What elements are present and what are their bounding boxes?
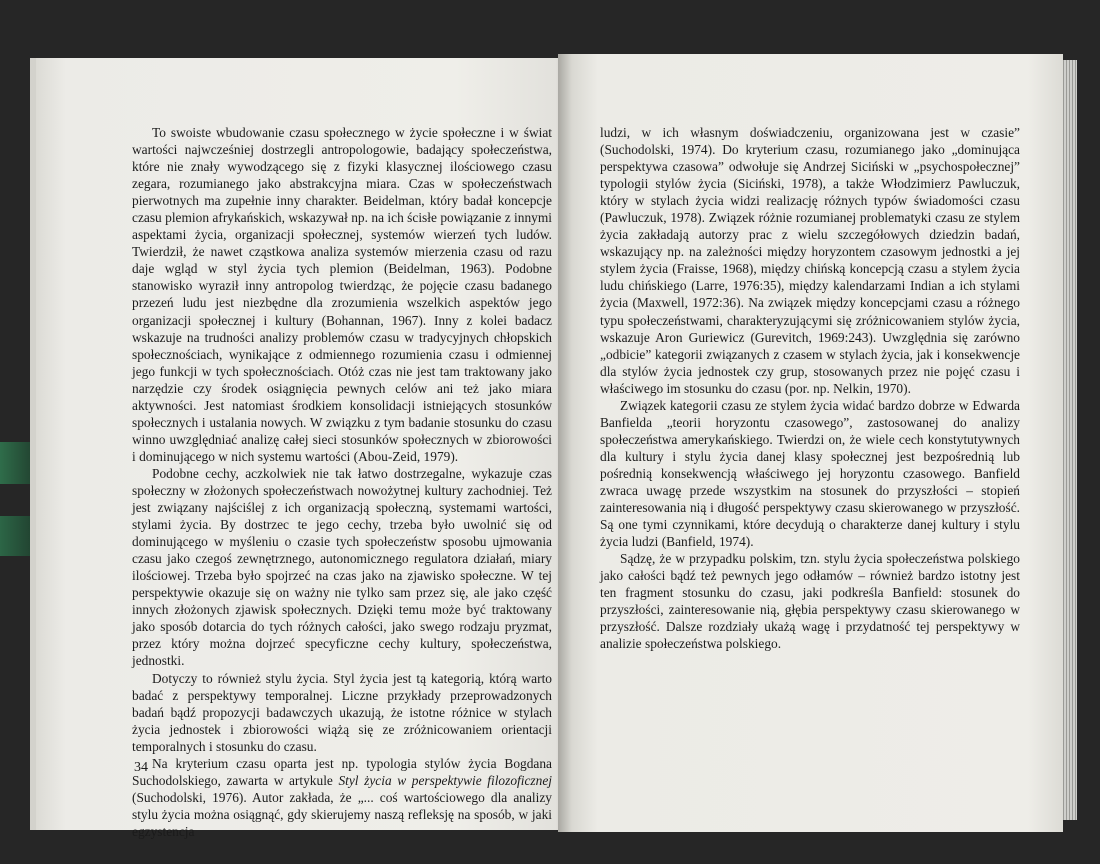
paragraph: Sądzę, że w przypadku polskim, tzn. stylu życia społeczeństwa polskiego jako całości bądź też pewnych jego odłamów – również bardzo istotny jest ten fragment stosunku do czasu, jaki podkreśla Banfield: stosunek do przyszłości, zainteresowanie nią, głębia perspektywy czasu skierowanego w przyszłość. Dalsze rozdziały ukażą wagę i przydatność tej perspektywy w analizie społeczeństwa polskiego. <box>600 551 1020 652</box>
paragraph: Dotyczy to również stylu życia. Styl życia jest tą kategorią, którą warto badać z perspektywy temporalnej. Liczne przykłady przeprowadzonych badań bądź propozycji badawczych ukazują, że istotne różnice w stylach życia jednostek i zbiorowości wiążą się ze zróżnicowaniem orientacji temporalnych i stosunku do czasu. <box>132 670 552 754</box>
right-page <box>558 54 1063 832</box>
paragraph: Podobne cechy, aczkolwiek nie tak łatwo dostrzegalne, wykazuje czas społeczny w złożonych społeczeństwach nowożytnej kultury zachodniej. Też jest związany najściślej z ich organizacją społeczną, systemami wartości, stylami życia. By dostrzec te jego cechy, trzeba było uwolnić się od dominującego w myśleniu o czasie tych społeczeństw sposobu ujmowania czasu jako czegoś zewnętrznego, autonomicznego regulatora działań, miary ilościowej. Trzeba było spojrzeć na czas jako na zjawisko społeczne. W tej perspektywie okazuje się on ważny nie tylko sam przez się, ale jako część innych złożonych zjawisk społecznych. Dzięki temu może być traktowany jako sposób dotarcia do tych różnych całości, jako swego rodzaju pryzmat, przez który można dojrzeć specyficzne cechy kultury, społeczeństwa, jednostki. <box>132 465 552 669</box>
right-page-text <box>600 124 1020 652</box>
page-number: 34 <box>134 760 148 775</box>
open-book <box>18 48 1078 838</box>
paragraph-text: (Suchodolski, 1976). Autor zakłada, że „... coś wartościowego dla analizy stylu życia można osiągnąć, gdy skierujemy naszą refleksję na sposób, w jaki egzystencja <box>132 789 552 839</box>
paragraph-continuation: ludzi, w ich własnym doświadczeniu, organizowana jest w czasie” (Suchodolski, 1974). Do kryterium czasu, rozumianego jako „dominująca perspektywa czasowa” odwołuje się Andrzej Siciński w „psychospołecznej” typologii stylów życia (Siciński, 1978), a także Włodzimierz Pawluczuk, który w stylach życia widzi realizację różnych typów świadomości czasu (Pawluczuk, 1978). Związek różnie rozumianej problematyki czasu ze stylem życia zakładają autorzy prac z wielu szczegółowych dziedzin badań, wskazujący np. na zależności między horyzontem czasowym jednostki a jej stylem życia (Fraisse, 1968), między chińską koncepcją czasu a stylem życia ludu chińskiego (Larre, 1976:35), między kalendarzami Indian a ich stylami życia (Maxwell, 1972:36). Na związek między koncepcjami czasu a różnego typu społeczeństwami, charakteryzującymi się zróżnicowaniem stylów życia, wskazuje Aron Guriewicz (Gurevitch, 1969:243). Uwzględnia się zarówno „odbicie” kategorii związanych z czasem w stylach życia, jak i konsekwencje dla stylów życia jednostek czy grup, stosowanych przez nie pojęć czasu i właściwego im stosunku do czasu (por. np. Nelkin, 1970). <box>600 125 1020 396</box>
left-page <box>30 58 568 839</box>
paragraph: To swoiste wbudowanie czasu społecznego w życie społeczne i w świat wartości najwcześniej dostrzegli antropologowie, badający społeczeństwa, które nie znały wywodzącego się z fizyki klasycznej ilościowego czasu zegara, rozumianego jako abstrakcyjna miara. Czas w społeczeństwach pierwotnych ma zupełnie inny charakter. Beidelman, który badał koncepcje czasu plemion afrykańskich, wskazywał np. na ich ścisłe powiązanie z innymi aspektami życia, organizacji społecznej, systemów wierzeń tych ludów. Twierdził, że nawet cząstkowa analiza systemów mierzenia czasu od razu daje wgląd w styl życia tych plemion (Beidelman, 1963). Podobne stanowisko wyraził inny antropolog twierdząc, że pojęcie czasu badanego przezeń ludu jest niezbędne dla zrozumienia wszelkich aspektów jego organizacji społecznej i kultury (Bohannan, 1967). Inny z kolei badacz wskazuje na trudności analizy problemów czasu w tradycyjnych chłopskich społecznościach, wynikające z odmiennego rozumienia czasu i odmiennej jego funkcji w tych społecznościach. Otóż czas nie jest tam traktowany jako narzędzie czy środek osiągnięcia pewnych celów ani też jako miara aktywności. Jest natomiast środkiem konsolidacji istniejących stosunków społecznych i ustalania nowych. W związku z tym badanie stosunku do czasu winno uwzględniać analizę całej sieci stosunków społecznych w zbiorowości i dominującego w nich systemu wartości (Abou-Zeid, 1979). <box>132 125 552 464</box>
paragraph: Związek kategorii czasu ze stylem życia widać bardzo dobrze w Edwarda Banfielda „teorii horyzontu czasowego”, zastosowanej do analizy społeczeństwa amerykańskiego. Twierdzi on, że wiele cech konstytutywnych dla kultury i stylu życia danej klasy społecznej jest bezpośrednią lub pośrednią konsekwencją właściwego jej horyzontu czasowego. Banfield zwraca uwagę przede wszystkim na stosunek do przyszłości – stopień zainteresowania nią i długość perspektywy czasu skierowanego w przyszłość. Są one tymi czynnikami, które decydują o charakterze danej kultury i stylu życia ludzi (Banfield, 1974). <box>600 397 1020 550</box>
paragraph-with-title <box>132 755 552 840</box>
page-edges <box>1063 60 1077 820</box>
paragraph-text: Na kryterium czasu oparta jest np. typologia stylów życia Bogdana Suchodolskiego, zawarta w artykule <box>132 755 552 788</box>
left-page-text <box>132 124 552 840</box>
cited-title: Styl życia w perspektywie filozoficznej <box>338 772 552 788</box>
